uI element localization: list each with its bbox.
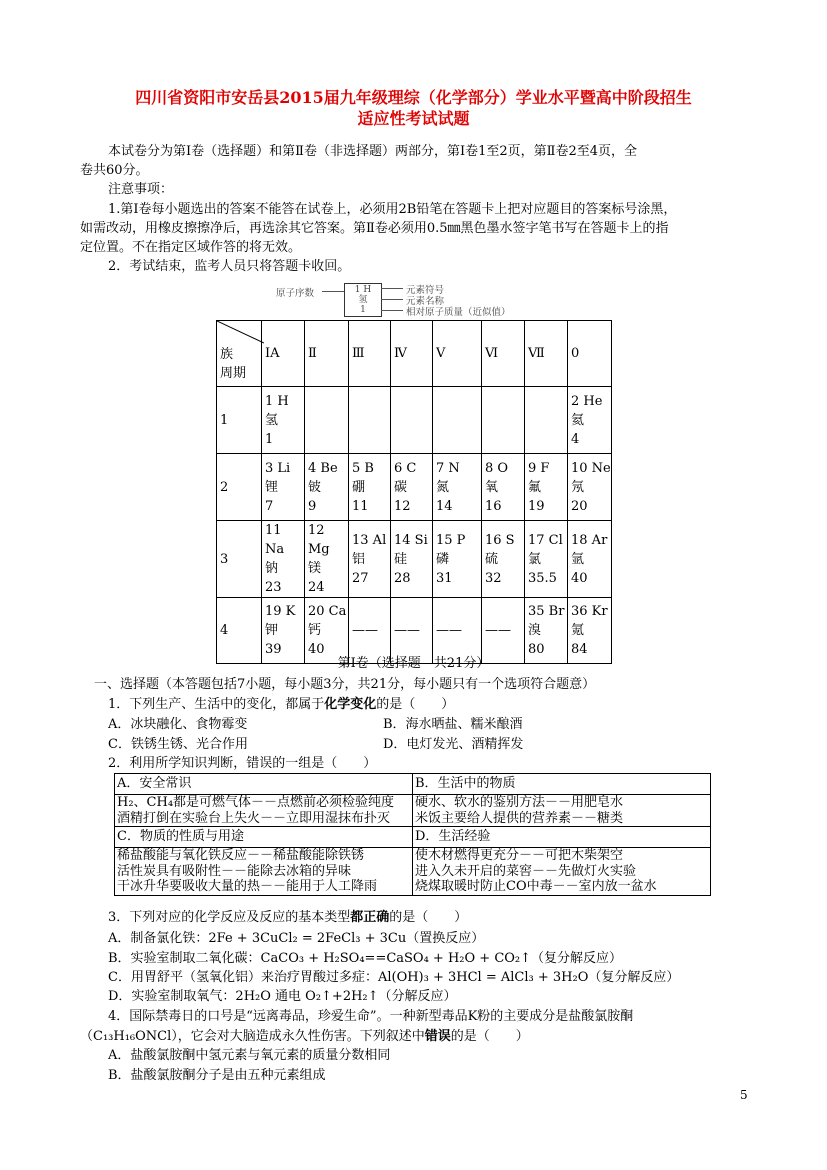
- option-b-heading: B．生活中的物质: [413, 774, 711, 795]
- element-name: 钾: [265, 623, 279, 638]
- element-mass: 12: [394, 498, 411, 514]
- element-number-symbol: 5 B: [352, 460, 374, 476]
- element-cell: [433, 521, 482, 598]
- element-cell: [433, 454, 482, 521]
- element-name: ——: [394, 623, 420, 638]
- question-3-option-b: B．实验室制取二氧化碳：CaCO₃ + H₂SO₄==CaSO₄ + H₂O + CO₂↑（复分解反应）: [108, 951, 623, 966]
- option-d-line: 进入久未开启的菜窖－－先做灯火实验: [415, 863, 637, 879]
- notice-item-1c: 定位置。不在指定区域作答的将无效。: [80, 240, 302, 255]
- element-mass: 9: [308, 498, 317, 514]
- legend-mass-label: 相对原子质量（近似值）: [406, 307, 511, 318]
- section-1-instructions: 一、选择题（本答题包括7小题，每小题3分，共21分，每小题只有一个选项符合题意）: [94, 677, 596, 692]
- element-cell: [482, 387, 525, 454]
- element-legend: [276, 283, 566, 319]
- element-mass: 16: [485, 498, 502, 514]
- question-3-stem-end: 的是（ ）: [389, 910, 468, 925]
- element-number-symbol: 16 S: [485, 532, 515, 548]
- option-b-line: 米饭主要给人提供的营养素－－糖类: [415, 810, 624, 826]
- element-name: 氩: [571, 551, 585, 567]
- element-mass: 23: [265, 580, 282, 595]
- element-cell: [525, 521, 568, 598]
- element-mass: 1: [265, 431, 274, 447]
- group-header: Ⅲ: [349, 321, 391, 387]
- element-mass: [528, 430, 567, 449]
- element-mass: 27: [352, 570, 369, 586]
- element-name: 镁: [308, 561, 322, 576]
- periodic-table: [216, 320, 612, 664]
- element-mass: 28: [394, 570, 411, 586]
- group-header: Ⅴ: [433, 321, 482, 387]
- element-name: ——: [352, 623, 378, 638]
- element-name: [308, 411, 348, 430]
- option-b-content: [413, 795, 711, 827]
- element-number-symbol: 8 O: [485, 460, 509, 476]
- legend-sample-symbol: 1 H: [354, 285, 372, 295]
- element-name: 氮: [436, 479, 450, 495]
- element-cell: [391, 387, 433, 454]
- exam-title-line1: 四川省资阳市安岳县2015届九年级理综（化学部分）学业水平暨高中阶段招生: [135, 88, 692, 107]
- element-number-symbol: 20 Ca: [308, 604, 347, 619]
- legend-atomic-number-label: 原子序数: [276, 288, 315, 299]
- period-label: 4: [217, 598, 262, 664]
- element-mass: 84: [571, 642, 588, 657]
- element-mass: [308, 430, 348, 449]
- element-cell: [305, 454, 349, 521]
- element-name: 氦: [571, 412, 585, 428]
- element-number-symbol: 7 N: [436, 460, 460, 476]
- element-mass: 20: [571, 498, 588, 514]
- element-cell: [262, 521, 305, 598]
- element-name: 钠: [265, 561, 279, 576]
- question-3-option-a: A．制备氯化铁：2Fe + 3CuCl₂ = 2FeCl₃ + 3Cu（置换反应）: [108, 931, 485, 946]
- option-c-heading: C．物质的性质与用途: [115, 827, 413, 848]
- question-3-stem-text: 3．下列对应的化学反应及反应的基本类型: [108, 910, 351, 925]
- option-a-heading: A．安全常识: [115, 774, 413, 795]
- element-cell: [568, 521, 612, 598]
- element-mass: [394, 430, 432, 449]
- element-name: 硅: [394, 551, 408, 567]
- question-4-option-a: A．盐酸氯胺酮中氢元素与氧元素的质量分数相同: [108, 1048, 391, 1063]
- legend-sample-name: 氢: [358, 295, 368, 305]
- option-b-line: 硬水、软水的鉴别方法－－用肥皂水: [415, 795, 624, 810]
- period-row: [217, 387, 612, 454]
- element-name: 铍: [308, 479, 322, 495]
- element-mass: 80: [528, 642, 545, 657]
- element-cell: [305, 387, 349, 454]
- element-cell: [305, 521, 349, 598]
- question-4-stem-line2: [80, 1027, 760, 1047]
- element-number-symbol: [394, 392, 432, 411]
- intro-paragraph-1a: 本试卷分为第Ⅰ卷（选择题）和第Ⅱ卷（非选择题）两部分，第Ⅰ卷1至2页，第Ⅱ卷2至4页，全: [108, 144, 638, 159]
- question-4-stem-emphasis: 错误: [424, 1029, 451, 1044]
- element-number-symbol: [308, 392, 348, 411]
- element-number-symbol: [485, 392, 524, 411]
- element-mass: 24: [308, 580, 325, 595]
- element-number-symbol: [436, 602, 481, 621]
- question-1-option-d: D．电灯发光、酒精挥发: [383, 737, 524, 752]
- element-number-symbol: 9 F: [528, 460, 550, 476]
- element-cell: [525, 387, 568, 454]
- element-cell: [433, 387, 482, 454]
- element-name: 锂: [265, 479, 279, 495]
- question-4-option-b: B．盐酸氯胺酮分子是由五种元素组成: [108, 1068, 326, 1083]
- question-1-stem-text: 1．下列生产、生活中的变化，都属于: [108, 697, 325, 712]
- question-3-option-c: C．用胃舒平（氢氧化铝）来治疗胃酸过多症：Al(OH)₃ + 3HCl = AlCl₃ + 3H₂O（复分解反应）: [108, 970, 680, 985]
- periodic-table-body: [217, 387, 612, 664]
- option-c-line: 干冰升华要吸收大量的热－－能用于人工降雨: [117, 879, 378, 894]
- group-header: Ⅳ: [391, 321, 433, 387]
- notice-item-1b: 如需改动，用橡皮擦擦净后，再选涂其它答案。第Ⅱ卷必须用0.5㎜黑色墨水签字笔书写在答题卡上的指: [80, 221, 669, 236]
- element-cell: [482, 521, 525, 598]
- element-number-symbol: 10 Ne: [571, 460, 611, 476]
- element-name: 溴: [528, 623, 542, 638]
- option-d-line: 使木材燃得更充分－－可把木柴架空: [415, 848, 624, 863]
- element-name: [394, 411, 432, 430]
- element-cell: [349, 454, 391, 521]
- period-row: [217, 521, 612, 598]
- option-d-heading: D．生活经验: [413, 827, 711, 848]
- element-name: [352, 411, 390, 430]
- element-mass: 19: [528, 498, 545, 514]
- option-a-content: [115, 795, 413, 827]
- notice-item-2: 2．考试结束，监考人员只将答题卡收回。: [108, 259, 351, 274]
- element-cell: [568, 454, 612, 521]
- element-name: 硼: [352, 479, 366, 495]
- element-name: 磷: [436, 551, 450, 567]
- element-mass: 39: [265, 642, 282, 657]
- question-3-stem: [108, 908, 788, 928]
- element-name: [485, 411, 524, 430]
- element-mass: 40: [308, 642, 325, 657]
- group-header: Ⅱ: [305, 321, 349, 387]
- corner-cell: [217, 321, 262, 387]
- question-2-stem: 2．利用所学知识判断，错误的一组是（ ）: [108, 756, 377, 771]
- question-1-stem-end: 的是（ ）: [376, 697, 455, 712]
- element-cell: [349, 387, 391, 454]
- element-mass: [485, 430, 524, 449]
- question-4-stem-text: （C₁₃H₁₆ONCl），它会对大脑造成永久性伤害。下列叙述中: [80, 1029, 425, 1044]
- element-number-symbol: 2 He: [571, 393, 603, 409]
- period-label: 1: [217, 387, 262, 454]
- element-cell: [262, 387, 305, 454]
- element-mass: 31: [436, 570, 453, 586]
- element-name: 氖: [571, 479, 585, 495]
- intro-paragraph-1b: 卷共60分。: [80, 163, 149, 178]
- period-row: [217, 454, 612, 521]
- question-4-stem-end: 的是（ ）: [450, 1029, 529, 1044]
- element-mass: 7: [265, 498, 274, 514]
- element-number-symbol: 11 Na: [265, 523, 285, 557]
- element-number-symbol: 18 Ar: [571, 532, 608, 548]
- notice-title: 注意事项：: [108, 182, 174, 197]
- element-name: 铝: [352, 551, 366, 567]
- element-mass: 35.5: [528, 570, 557, 586]
- page-number: 5: [740, 1088, 748, 1102]
- element-name: 氯: [528, 551, 542, 567]
- legend-sample-box: [344, 283, 382, 317]
- element-number-symbol: 13 Al: [352, 532, 387, 548]
- element-name: 钙: [308, 623, 322, 638]
- element-number-symbol: 35 Br: [528, 604, 565, 619]
- element-number-symbol: 36 Kr: [571, 604, 608, 619]
- element-mass: [436, 430, 481, 449]
- element-mass: 40: [571, 570, 588, 586]
- element-cell: [525, 454, 568, 521]
- question-1-option-a: A．冰块融化、食物霉变: [108, 717, 248, 732]
- option-c-line: 活性炭具有吸附性－－能除去冰箱的异味: [117, 863, 352, 879]
- element-name: 氢: [265, 412, 279, 428]
- element-cell: [568, 387, 612, 454]
- option-d-line: 烧煤取暖时防止CO中毒－－室内放一盆水: [415, 879, 657, 894]
- legend-sample-mass: 1: [360, 305, 366, 315]
- question-1-option-c: C．铁锈生锈、光合作用: [108, 737, 248, 752]
- element-name: 氪: [571, 623, 585, 638]
- element-number-symbol: 19 K: [265, 604, 296, 619]
- element-name: [528, 411, 567, 430]
- element-name: ——: [436, 623, 462, 638]
- option-c-line: 稀盐酸能与氧化铁反应－－稀盐酸能除铁锈: [117, 848, 365, 863]
- legend-leader-line: [322, 291, 344, 292]
- period-label: 2: [217, 454, 262, 521]
- notice-item-1a: 1.第Ⅰ卷每小题选出的答案不能答在试卷上，必须用2B铅笔在答题卡上把对应题目的答案标号涂黑，: [108, 202, 677, 217]
- exam-title-line2: 适应性考试试题: [357, 109, 470, 128]
- element-number-symbol: 1 H: [265, 393, 289, 409]
- element-number-symbol: 12 Mg: [308, 523, 330, 557]
- question-2-table: [114, 773, 711, 896]
- element-mass: 32: [485, 570, 502, 586]
- group-header: Ⅶ: [525, 321, 568, 387]
- element-cell: [349, 521, 391, 598]
- element-name: 氟: [528, 479, 542, 495]
- element-number-symbol: [352, 392, 390, 411]
- option-d-content: [413, 848, 711, 896]
- element-number-symbol: 14 Si: [394, 532, 428, 548]
- element-cell: [482, 454, 525, 521]
- option-a-line: H₂、CH₄都是可燃气体－－点燃前必须检验纯度: [117, 795, 395, 810]
- element-name: 硫: [485, 551, 499, 567]
- periodic-table-header-row: [217, 321, 612, 387]
- element-name: [436, 411, 481, 430]
- question-1-stem: [108, 695, 788, 715]
- question-4-stem-line1: 4．国际禁毒日的口号是“远离毒品，珍爱生命”。一种新型毒品K粉的主要成分是盐酸氯胺酮: [108, 1009, 634, 1024]
- group-header: Ⅵ: [482, 321, 525, 387]
- element-cell: [391, 454, 433, 521]
- group-header: ⅠA: [262, 321, 305, 387]
- question-3-option-d: D．实验室制取氧气：2H₂O 通电 O₂↑+2H₂↑（分解反应）: [108, 989, 457, 1004]
- legend-leader-line: [381, 299, 403, 300]
- element-number-symbol: [352, 602, 390, 621]
- option-a-line: 酒精打倒在实验台上失火－－立即用湿抹布扑灭: [117, 810, 391, 826]
- legend-symbol-label: 元素符号: [406, 285, 445, 296]
- group-header: 0: [568, 321, 612, 387]
- element-name: 碳: [394, 479, 408, 495]
- element-cell: [262, 454, 305, 521]
- option-c-content: [115, 848, 413, 896]
- element-number-symbol: 17 Cl: [528, 532, 563, 548]
- legend-leader-line: [381, 288, 403, 289]
- element-number-symbol: 15 P: [436, 532, 466, 548]
- element-number-symbol: 6 C: [394, 460, 417, 476]
- element-name: 氧: [485, 479, 499, 495]
- legend-leader-line: [381, 310, 403, 311]
- element-mass: 14: [436, 498, 453, 514]
- element-cell: [391, 521, 433, 598]
- corner-period-label: 周期: [220, 366, 247, 381]
- element-mass: 11: [352, 498, 369, 514]
- corner-group-label: 族: [220, 347, 234, 362]
- element-number-symbol: [394, 602, 432, 621]
- element-number-symbol: 3 Li: [265, 460, 291, 476]
- element-number-symbol: [528, 392, 567, 411]
- element-mass: [352, 430, 390, 449]
- period-label: 3: [217, 521, 262, 598]
- question-1-stem-emphasis: 化学变化: [324, 697, 377, 712]
- element-number-symbol: [436, 392, 481, 411]
- element-mass: 4: [571, 431, 580, 447]
- legend-name-label: 元素名称: [406, 296, 445, 307]
- element-number-symbol: [485, 602, 524, 621]
- section-1-heading: 第Ⅰ卷（选择题 共21分）: [337, 656, 490, 671]
- element-name: ——: [485, 623, 511, 638]
- element-number-symbol: 4 Be: [308, 460, 338, 476]
- question-3-stem-emphasis: 都正确: [350, 910, 390, 925]
- question-1-option-b: B．海水晒盐、糯米酿酒: [383, 717, 523, 732]
